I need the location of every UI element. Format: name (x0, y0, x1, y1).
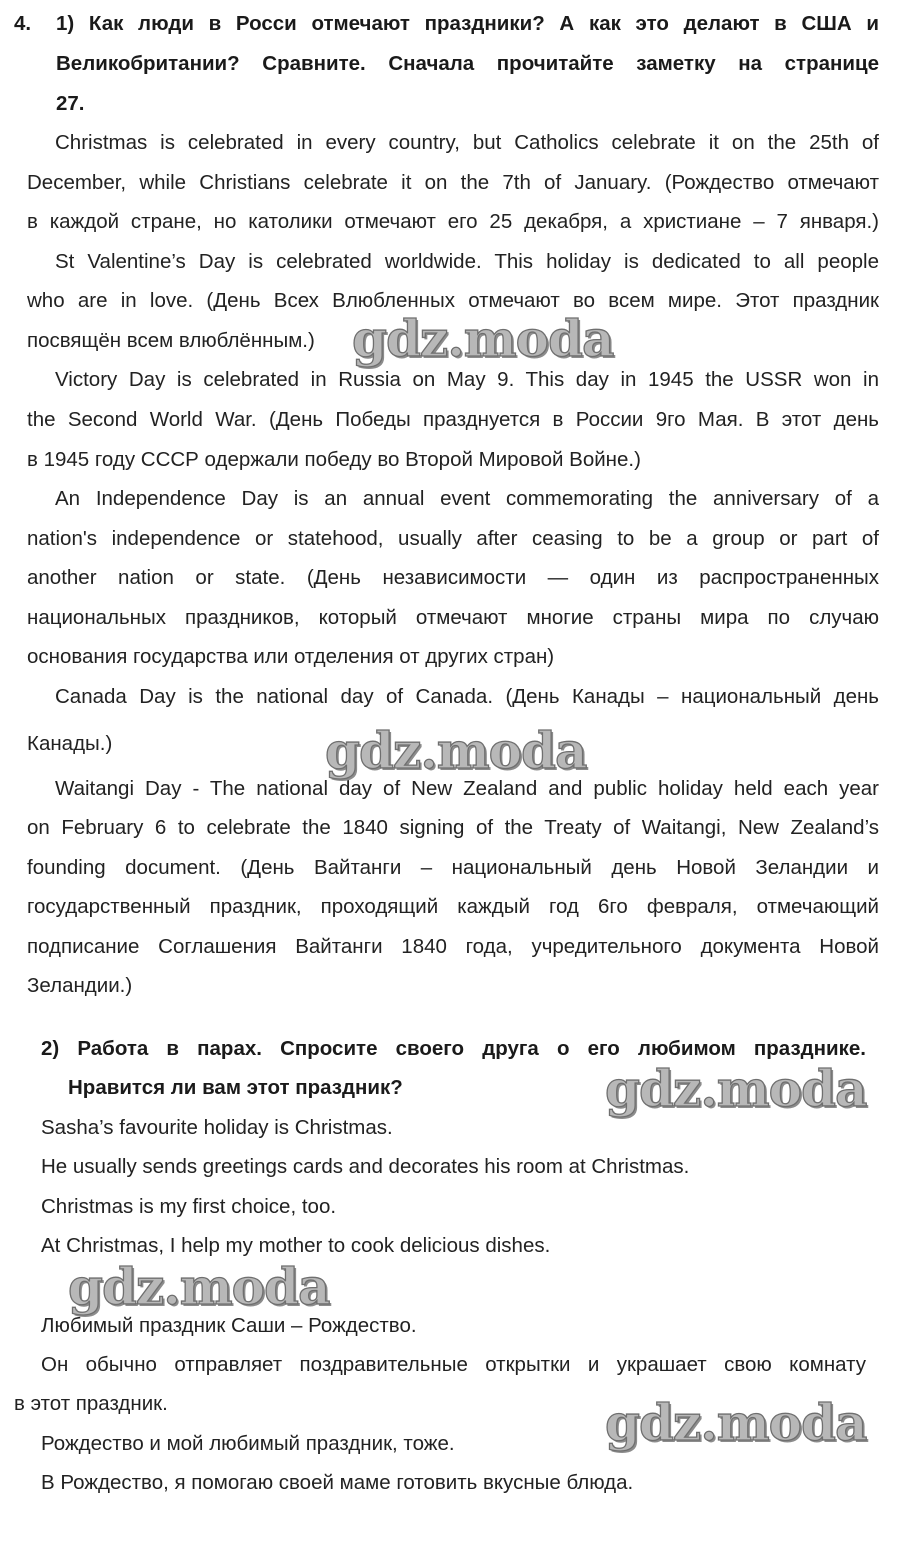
paragraph-line: посвящён всем влюблённым.) (27, 329, 315, 352)
dialogue-line: Любимый праздник Саши – Рождество. (41, 1314, 417, 1337)
dialogue-line: Он обычно отправляет поздравительные открытки и украшает свою комнату (41, 1353, 866, 1376)
dialogue-line: В Рождество, я помогаю своей маме готовить вкусные блюда. (41, 1471, 634, 1494)
dialogue-line: Christmas is my first choice, too. (41, 1195, 337, 1218)
paragraph-line: Зеландии.) (27, 974, 133, 997)
dialogue-line: He usually sends greetings cards and decorates his room at Christmas. (41, 1155, 690, 1178)
dialogue-line: в этот праздник. (14, 1392, 168, 1415)
q1-heading-line: Великобритании? Сравните. Сначала прочитайте заметку на странице (56, 52, 879, 75)
paragraph-line: государственный праздник, проходящий каждый год 6го февраля, отмечающий (27, 895, 879, 918)
watermark-logo: gdz.moda (605, 1393, 867, 1452)
paragraph-line: another nation or state. (День независимости — один из распространенных (27, 566, 879, 589)
q2-heading-line: Нравится ли вам этот праздник? (68, 1076, 403, 1099)
paragraph-line: An Independence Day is an annual event commemorating the anniversary of a (55, 487, 879, 510)
paragraph-line: национальных праздников, который отмечают многие страны мира по случаю (27, 606, 879, 629)
paragraph-line: nation's independence or statehood, usually after ceasing to be a group or part of (27, 527, 879, 550)
dialogue-line: Sasha’s favourite holiday is Christmas. (41, 1116, 393, 1139)
paragraph-line: founding document. (День Вайтанги – национальный день Новой Зеландии и (27, 856, 879, 879)
paragraph-line: Waitangi Day - The national day of New Zealand and public holiday held each year (55, 777, 879, 800)
dialogue-line: Рождество и мой любимый праздник, тоже. (41, 1432, 455, 1455)
watermark-logo: gdz.moda (352, 309, 614, 368)
dialogue-line: At Christmas, I help my mother to cook delicious dishes. (41, 1234, 551, 1257)
watermark-logo: gdz.moda (605, 1059, 867, 1118)
task-number: 4. (14, 12, 32, 35)
paragraph-line: в 1945 году СССР одержали победу во Второй Мировой Войне.) (27, 448, 641, 471)
paragraph-line: Christmas is celebrated in every country, but Catholics celebrate it on the 25th of (55, 131, 879, 154)
paragraph-line: в каждой стране, но католики отмечают его 25 декабря, а христиане – 7 января.) (27, 210, 879, 233)
watermark-logo: gdz.moda (68, 1257, 330, 1316)
watermark-logo: gdz.moda (325, 721, 587, 780)
q2-heading-line: 2) Работа в парах. Спросите своего друга о его любимом празднике. (41, 1037, 866, 1060)
paragraph-line: on February 6 to celebrate the 1840 signing of the Treaty of Waitangi, New Zealand’s (27, 816, 879, 839)
paragraph-line: подписание Соглашения Вайтанги 1840 года, учредительного документа Новой (27, 935, 879, 958)
paragraph-line: Victory Day is celebrated in Russia on May 9. This day in 1945 the USSR won in (55, 368, 879, 391)
paragraph-line: the Second World War. (День Победы празднуется в России 9го Мая. В этот день (27, 408, 879, 431)
paragraph-line: Канады.) (27, 732, 113, 755)
paragraph-line: Canada Day is the national day of Canada. (День Канады – национальный день (55, 685, 879, 708)
paragraph-line: December, while Christians celebrate it on the 7th of January. (Рождество отмечают (27, 171, 879, 194)
q1-heading-line: 1) Как люди в Росси отмечают праздники? А как это делают в США и (56, 12, 879, 35)
paragraph-line: основания государства или отделения от других стран) (27, 645, 555, 668)
paragraph-line: St Valentine’s Day is celebrated worldwide. This holiday is dedicated to all people (55, 250, 879, 273)
paragraph-line: who are in love. (День Всех Влюбленных отмечают во всем мире. Этот праздник (27, 289, 879, 312)
q1-heading-line: 27. (56, 92, 85, 115)
